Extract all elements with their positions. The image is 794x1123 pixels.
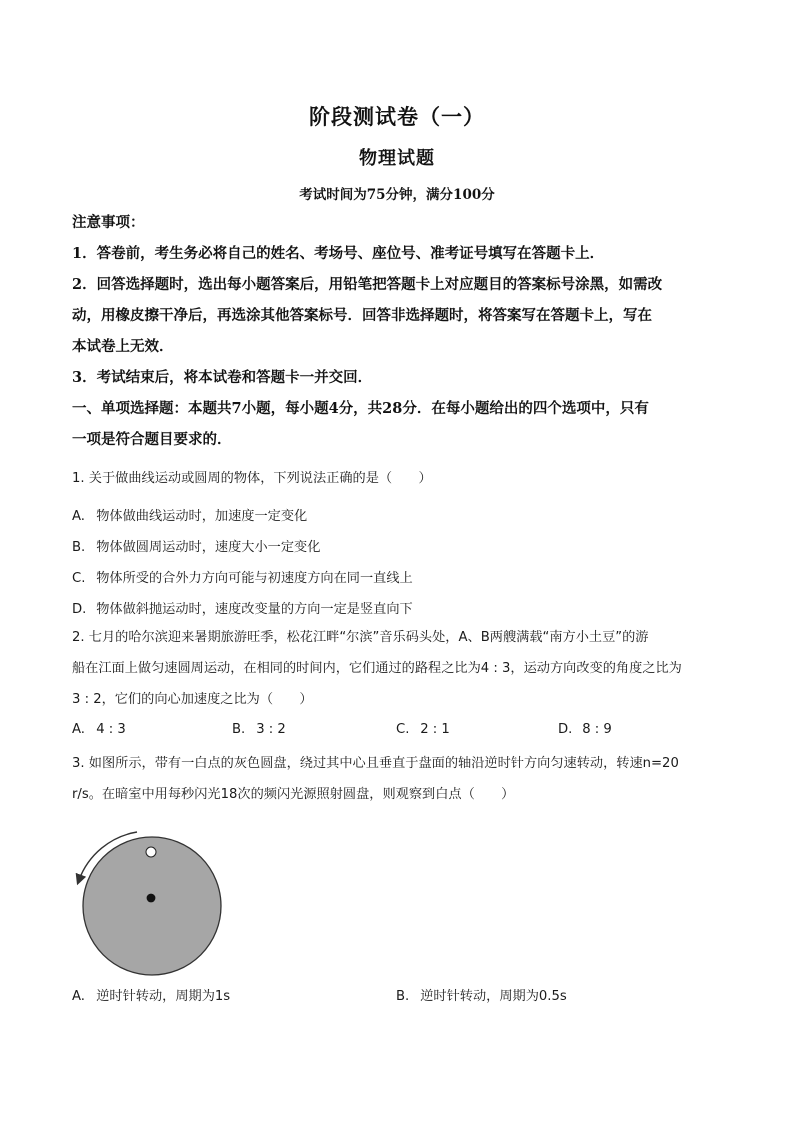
option-label: A. bbox=[72, 722, 85, 737]
question-1-option-a bbox=[72, 505, 307, 524]
section-heading-line-2: 一项是符合题目要求的． bbox=[72, 431, 232, 448]
question-3-stem-line-2: r/s。在暗室中用每秒闪光18次的频闪光源照射圆盘，则观察到白点（ ） bbox=[72, 787, 515, 802]
question-2-option-b bbox=[232, 722, 286, 737]
option-label: B. bbox=[72, 540, 86, 555]
option-label: B. bbox=[232, 722, 246, 737]
notice-line-2: 2．回答选择题时，选出每小题答案后，用铅笔把答题卡上对应题目的答案标号涂黑，如需改 bbox=[72, 276, 663, 293]
question-2-option-a bbox=[72, 722, 126, 737]
option-label: D. bbox=[558, 722, 573, 737]
question-2-stem-line-3: 3 : 2，它们的向心加速度之比为（ ） bbox=[72, 692, 313, 707]
question-2-stem-line-1: 2. 七月的哈尔滨迎来暑期旅游旺季，松花江畔“尔滨”音乐码头处，A、B两艘满载“南方小土豆”的游 bbox=[72, 630, 649, 645]
gray-disk bbox=[83, 837, 221, 975]
question-2-stem-line-2: 船在江面上做匀速圆周运动，在相同的时间内，它们通过的路程之比为4 : 3，运动方向改变的角度之比为 bbox=[72, 661, 682, 676]
question-2-option-c bbox=[396, 722, 450, 737]
option-label: C. bbox=[396, 722, 410, 737]
option-text: 物体做圆周运动时，速度大小一定变化 bbox=[96, 540, 321, 555]
option-text: 8 : 9 bbox=[582, 722, 612, 737]
page-subtitle: 物理试题 bbox=[359, 148, 435, 169]
option-text: 4 : 3 bbox=[96, 722, 126, 737]
option-text: 3 : 2 bbox=[256, 722, 286, 737]
notice-line-3: 动，用橡皮擦干净后，再选涂其他答案标号．回答非选择题时，将答案写在答题卡上，写在 bbox=[72, 307, 652, 324]
exam-meta: 考试时间为75分钟，满分100分 bbox=[299, 187, 495, 203]
notice-line-1: 1．答卷前，考生务必将自己的姓名、考场号、座位号、准考证号填写在答题卡上． bbox=[72, 245, 605, 262]
notice-line-5: 3．考试结束后，将本试卷和答题卡一并交回． bbox=[72, 369, 373, 386]
notice-heading: 注意事项： bbox=[72, 214, 145, 231]
question-3-option-a bbox=[72, 985, 230, 1004]
option-label: B. bbox=[396, 989, 410, 1004]
page-title: 阶段测试卷（一） bbox=[309, 104, 485, 129]
notice-line-4: 本试卷上无效． bbox=[72, 338, 174, 355]
option-text: 物体做斜抛运动时，速度改变量的方向一定是竖直向下 bbox=[96, 602, 413, 617]
question-1-option-d bbox=[72, 598, 413, 617]
option-label: C. bbox=[72, 571, 86, 586]
option-text: 2 : 1 bbox=[420, 722, 450, 737]
question-3-option-b bbox=[396, 985, 567, 1004]
rotating-disk-diagram bbox=[64, 820, 234, 990]
rotating-disk-figure bbox=[64, 820, 234, 994]
question-2-option-d bbox=[558, 722, 612, 737]
option-text: 逆时针转动，周期为1s bbox=[96, 989, 231, 1004]
question-1-option-b bbox=[72, 536, 320, 555]
white-dot-marker bbox=[146, 847, 156, 857]
question-3-stem-line-1: 3. 如图所示，带有一白点的灰色圆盘，绕过其中心且垂直于盘面的轴沿逆时针方向匀速转动，转速n=20 bbox=[72, 756, 679, 771]
option-label: A. bbox=[72, 509, 85, 524]
question-1-option-c bbox=[72, 567, 413, 586]
option-label: A. bbox=[72, 989, 85, 1004]
section-heading-line-1: 一、单项选择题：本题共7小题，每小题4分，共28分．在每小题给出的四个选项中，只有 bbox=[72, 400, 649, 417]
disk-center-point bbox=[147, 894, 156, 903]
option-text: 逆时针转动，周期为0.5s bbox=[420, 989, 567, 1004]
option-label: D. bbox=[72, 602, 87, 617]
option-text: 物体所受的合外力方向可能与初速度方向在同一直线上 bbox=[96, 571, 413, 586]
question-1-stem: 1. 关于做曲线运动或圆周的物体，下列说法正确的是（ ） bbox=[72, 471, 432, 486]
option-text: 物体做曲线运动时，加速度一定变化 bbox=[96, 509, 308, 524]
